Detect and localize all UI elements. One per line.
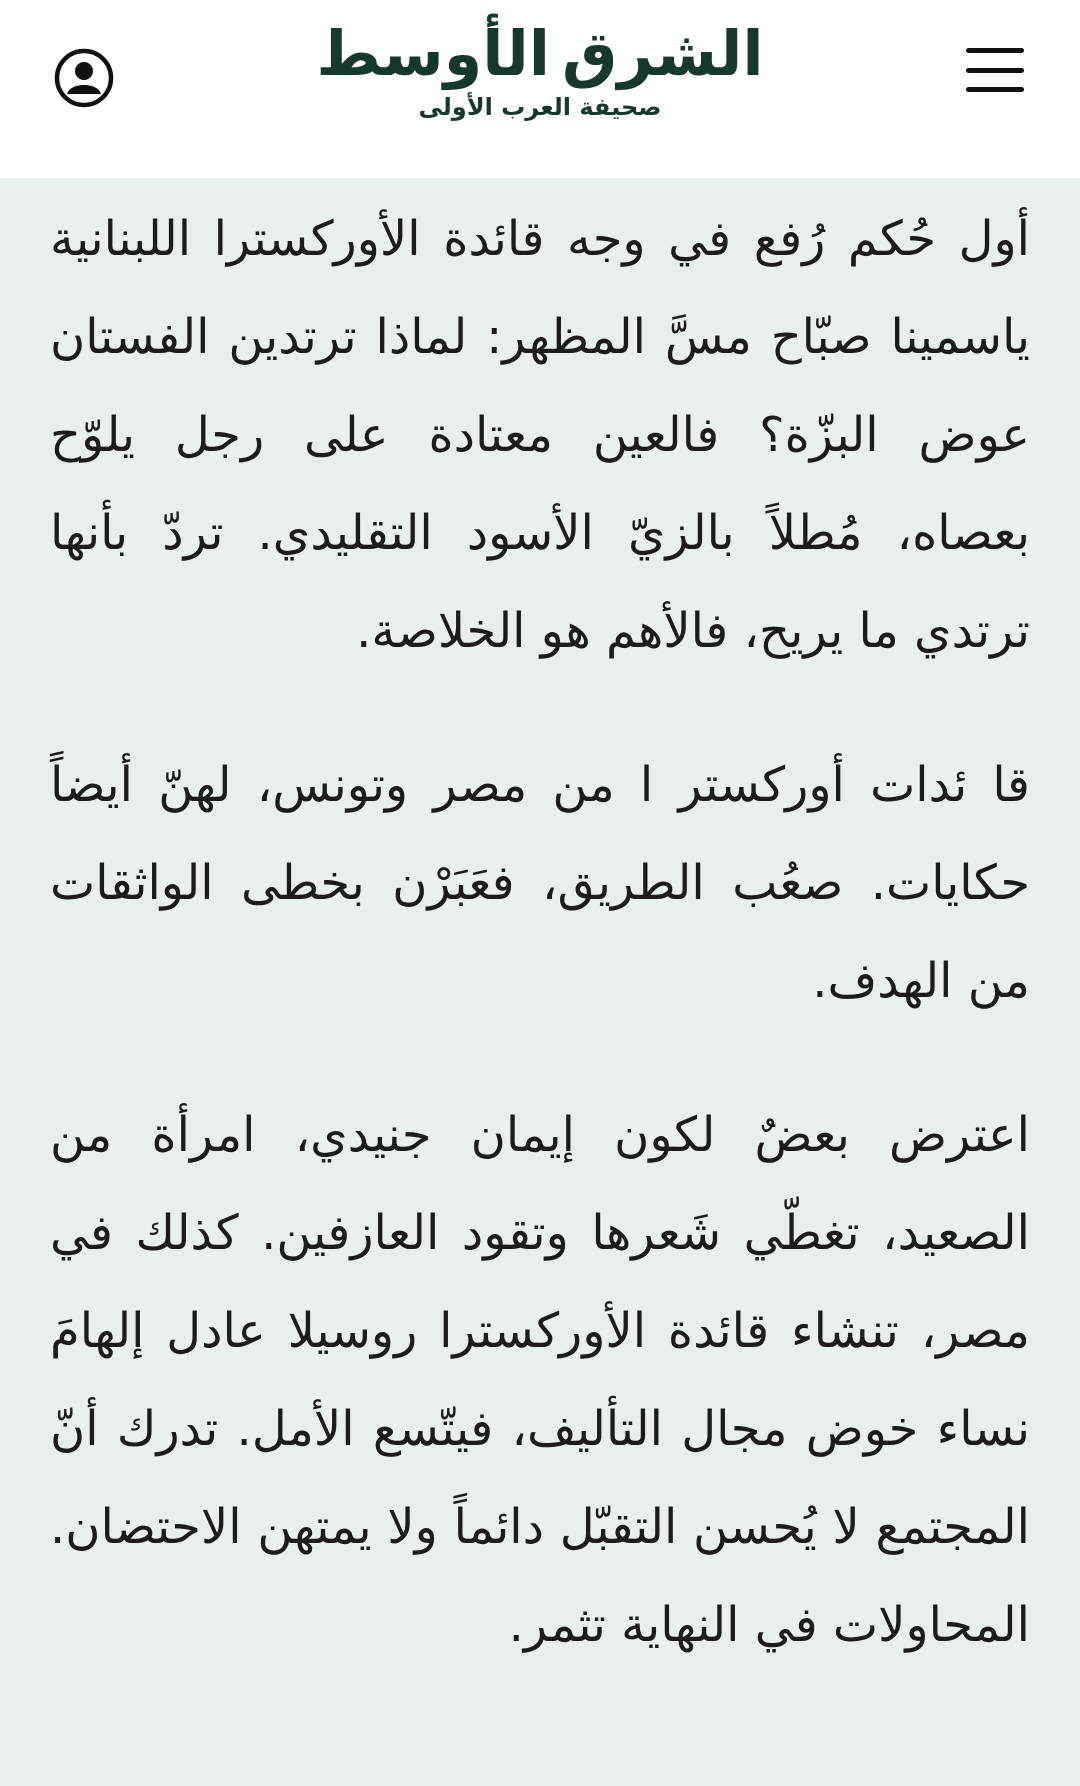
site-logo[interactable]	[316, 17, 764, 130]
article-paragraph: اعترض بعضٌ لكون إيمان جنيدي، امرأة من الصعيد، تغطّي شَعرها وتقود العازفين. كذلك في مصر، تنشاء قائدة الأوركسترا روسيلا عادل إلهامَ نساء خوض مجال التأليف، فيتّسع الأمل. تدرك أنّ المجتمع لا يُحسن التقبّل دائماً ولا يمتهن الاحتضان. المحاولات في النهاية تثمر.	[50, 1107, 1030, 1653]
logo-title	[316, 17, 764, 90]
logo-tagline: صحيفة العرب الأولى	[418, 93, 662, 121]
logo-title-right: الشرق	[562, 17, 764, 90]
article-paragraph: أول حُكم رُفع في وجه قائدة الأوركسترا اللبنانية ياسمينا صبّاح مسَّ المظهر: لماذا ترتدين الفستان عوض البزّة؟ فالعين معتادة على رجل يلوّح بعصاه، مُطلاً بالزيّ الأسود التقليدي. تردّ بأنها ترتدي ما يريح، فالأهم هو الخلاصة.	[50, 211, 1030, 659]
menu-line	[966, 68, 1024, 73]
site-header	[0, 0, 1080, 178]
menu-line	[966, 48, 1024, 53]
hamburger-menu-icon[interactable]	[962, 42, 1028, 98]
article-paragraph: قا ئدات أوركستر ا من مصر وتونس، لهنّ أيضاً حكايات. صعُب الطريق، فعَبَرْن بخطى الواثقات من الهدف.	[50, 757, 1030, 1009]
menu-line	[966, 87, 1024, 92]
logo-title-left: الأوسط	[316, 17, 551, 90]
article-body	[50, 178, 1030, 1674]
user-account-icon[interactable]	[50, 44, 118, 112]
